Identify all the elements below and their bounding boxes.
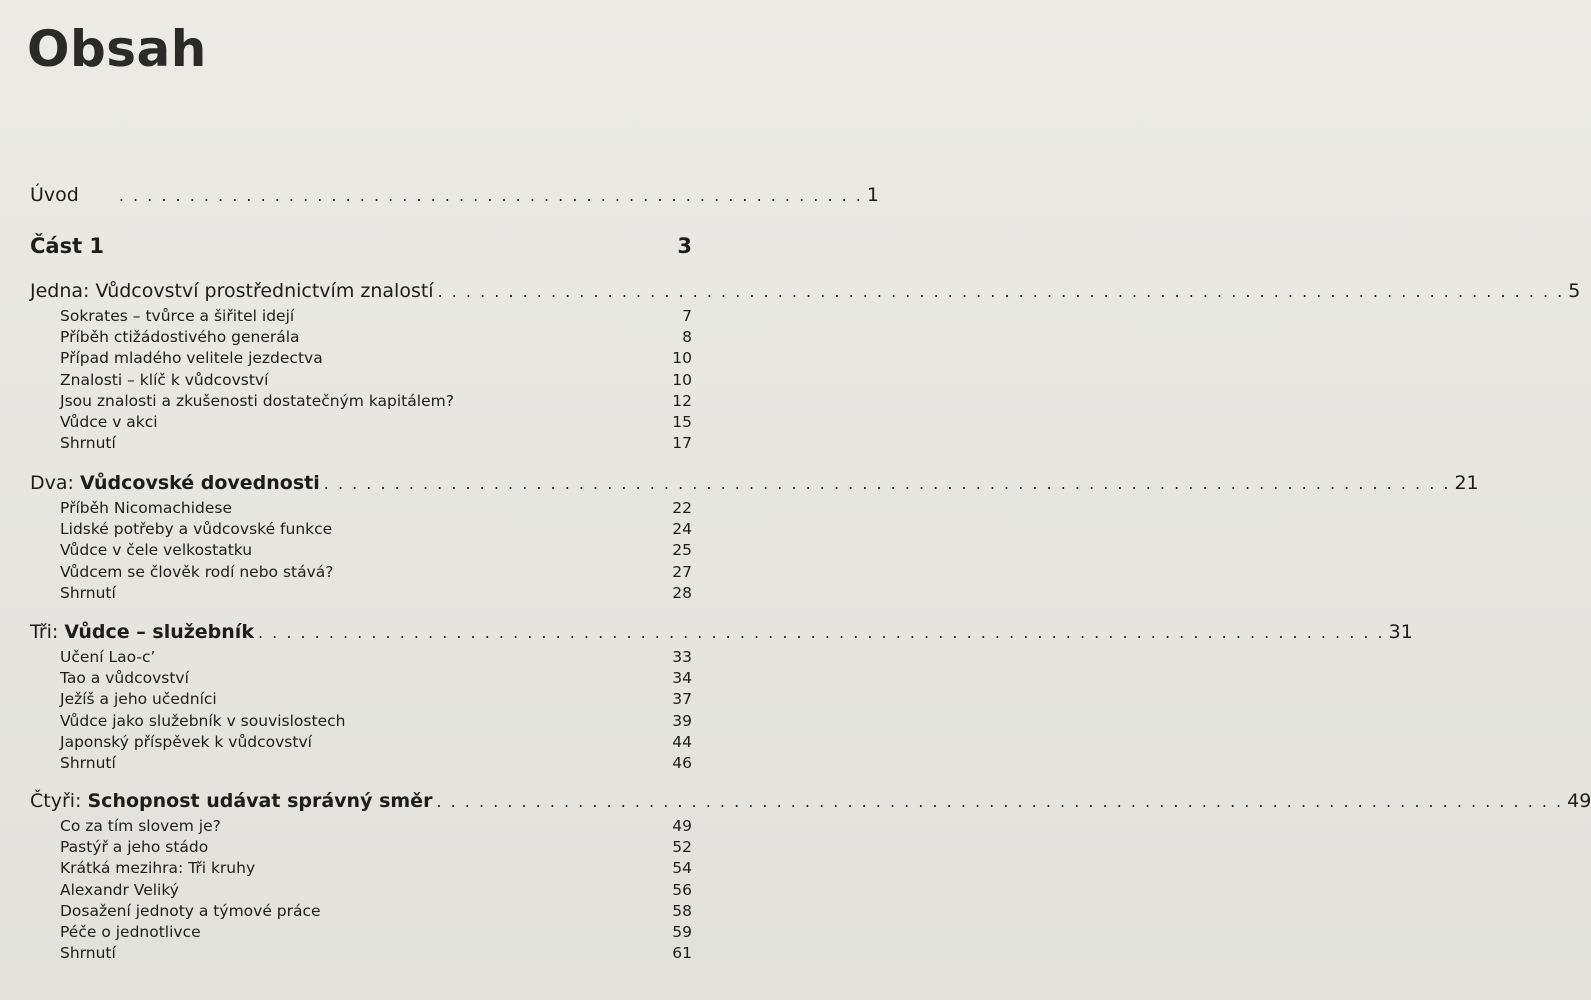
toc-chapter-entry xyxy=(30,472,1479,500)
section-label: Případ mladého velitele jezdectva xyxy=(60,349,323,368)
part-label: Část 1 xyxy=(30,234,105,258)
section-label: Tao a vůdcovství xyxy=(60,669,189,688)
section-page: 12 xyxy=(672,391,692,410)
leader-dots: . . . . . . . . . . . . . . . . . . . . . . . . . . . . . . . . . . . . . . . . . . . . . . . . . . . . . . . . . . . . . . . . . . . . . . . . . . . . . . . . xyxy=(436,792,1564,811)
section-label: Jsou znalosti a zkušenosti dostatečným kapitálem? xyxy=(60,391,454,410)
section-page: 56 xyxy=(672,880,692,899)
toc-section-entry xyxy=(60,648,692,669)
toc-entry-label: Úvod xyxy=(30,184,79,206)
toc-section-entry xyxy=(60,817,692,838)
chapter-name: Vůdcovství prostřednictvím znalostí xyxy=(95,280,434,302)
toc-section-entry xyxy=(60,584,692,605)
page-title: Obsah xyxy=(27,20,207,78)
section-page: 39 xyxy=(672,711,692,730)
chapter-name: Vůdce – služebník xyxy=(64,621,254,643)
toc-section-entry xyxy=(60,838,692,859)
toc-section-entry xyxy=(60,881,692,902)
section-page: 37 xyxy=(672,690,692,709)
part-page: 3 xyxy=(677,234,692,258)
chapter-page: 31 xyxy=(1388,621,1413,643)
toc-section-entry xyxy=(60,520,692,541)
chapter-label xyxy=(30,472,320,494)
toc-section-entry xyxy=(60,712,692,733)
chapter-label xyxy=(30,621,254,643)
chapter-prefix: Dva: xyxy=(30,472,80,494)
section-page: 28 xyxy=(672,583,692,602)
leader-dots: . . . . . . . . . . . . . . . . . . . . . . . . . . . . . . . . . . . . . . . . . . . . . . . . . . . . . . . . . . . . . . . . . . . . . . . . . . . . . . . . xyxy=(323,474,1451,493)
leader-dots: . . . . . . . . . . . . . . . . . . . . . . . . . . . . . . . . . . . . . . . . . . . . . . . . . . . . . . . . . . . . . . . . . . . . . . . . . . . . . . . . xyxy=(257,623,1385,642)
section-page: 54 xyxy=(672,859,692,878)
section-label: Sokrates – tvůrce a šiřitel idejí xyxy=(60,307,295,325)
section-label: Vůdce jako služebník v souvislostech xyxy=(60,711,346,730)
section-label: Znalosti – klíč k vůdcovství xyxy=(60,370,269,389)
toc-section-entry xyxy=(60,307,692,328)
toc-section-entry xyxy=(60,669,692,690)
section-page: 10 xyxy=(672,349,692,368)
toc-section-entry xyxy=(60,413,692,434)
toc-section-entry xyxy=(60,923,692,944)
section-page: 49 xyxy=(672,817,692,835)
toc-section-entry xyxy=(60,944,692,965)
toc-entry-page: 1 xyxy=(866,184,879,206)
section-label: Shrnutí xyxy=(60,944,116,963)
section-label: Pastýř a jeho stádo xyxy=(60,838,209,857)
toc-chapter-entry xyxy=(30,280,1581,308)
section-label: Péče o jednotlivce xyxy=(60,923,201,941)
section-page: 8 xyxy=(682,328,692,347)
section-page: 61 xyxy=(672,944,692,963)
section-label: Vůdce v čele velkostatku xyxy=(60,541,253,560)
section-page: 33 xyxy=(672,648,692,666)
section-label: Japonský příspěvek k vůdcovství xyxy=(60,732,312,751)
toc-section-entry xyxy=(60,328,692,349)
chapter-name: Schopnost udávat správný směr xyxy=(87,790,433,812)
section-label: Vůdcem se člověk rodí nebo stává? xyxy=(60,562,334,581)
section-page: 24 xyxy=(672,520,692,539)
section-label: Dosažení jednoty a týmové práce xyxy=(60,901,321,920)
chapter-page: 21 xyxy=(1454,472,1479,494)
section-page: 25 xyxy=(672,541,692,560)
toc-part-heading xyxy=(30,234,692,258)
section-page: 44 xyxy=(672,732,692,751)
section-page: 15 xyxy=(672,413,692,431)
chapter-label xyxy=(30,280,434,302)
leader-dots: . . . . . . . . . . . . . . . . . . . . . . . . . . . . . . . . . . . . . . . . . . . . . . . . . . . . . xyxy=(118,186,863,205)
leader-dots: . . . . . . . . . . . . . . . . . . . . . . . . . . . . . . . . . . . . . . . . . . . . . . . . . . . . . . . . . . . . . . . . . . . . . . . . . . . . . . . . xyxy=(437,282,1565,301)
section-page: 59 xyxy=(672,923,692,941)
chapter-prefix: Jedna: xyxy=(30,280,96,302)
toc-section-entry xyxy=(60,733,692,754)
chapter-name: Vůdcovské dovednosti xyxy=(79,472,320,494)
section-page: 10 xyxy=(672,370,692,389)
section-page: 52 xyxy=(672,838,692,857)
section-label: Lidské potřeby a vůdcovské funkce xyxy=(60,520,333,539)
toc-chapter-entry xyxy=(30,621,1413,649)
toc-section-entry xyxy=(60,754,692,775)
section-label: Co za tím slovem je? xyxy=(60,817,221,835)
section-page: 17 xyxy=(672,434,692,453)
section-label: Krátká mezihra: Tři kruhy xyxy=(60,859,256,878)
section-page: 22 xyxy=(672,499,692,517)
chapter-label xyxy=(30,790,432,812)
toc-section-entry xyxy=(60,434,692,455)
section-page: 46 xyxy=(672,754,692,772)
toc-section-entry xyxy=(60,902,692,923)
toc-section-entry xyxy=(60,499,692,520)
section-label: Shrnutí xyxy=(60,583,116,602)
chapter-prefix: Tři: xyxy=(30,621,65,643)
toc-section-entry xyxy=(60,690,692,711)
section-label: Alexandr Veliký xyxy=(60,880,179,899)
section-label: Vůdce v akci xyxy=(60,413,158,431)
toc-section-entry xyxy=(60,563,692,584)
section-label: Učení Lao-c’ xyxy=(60,648,156,666)
section-label: Shrnutí xyxy=(60,434,116,453)
toc-section-entry xyxy=(60,371,692,392)
section-page: 27 xyxy=(672,562,692,581)
section-label: Shrnutí xyxy=(60,754,116,772)
toc-section-entry xyxy=(60,349,692,370)
section-label: Příběh Nicomachidese xyxy=(60,499,233,517)
section-page: 7 xyxy=(682,307,692,325)
chapter-page: 49 xyxy=(1567,790,1591,812)
section-page: 34 xyxy=(672,669,692,688)
chapter-page: 5 xyxy=(1568,280,1581,302)
toc-section-entry xyxy=(60,392,692,413)
toc-entry-intro xyxy=(30,184,879,212)
toc-section-entry xyxy=(60,541,692,562)
toc-chapter-entry xyxy=(30,790,1591,818)
toc-section-entry xyxy=(60,859,692,880)
chapter-prefix: Čtyři: xyxy=(30,790,88,812)
section-page: 58 xyxy=(672,901,692,920)
section-label: Příběh ctižádostivého generála xyxy=(60,328,300,347)
section-label: Ježíš a jeho učedníci xyxy=(60,690,217,709)
